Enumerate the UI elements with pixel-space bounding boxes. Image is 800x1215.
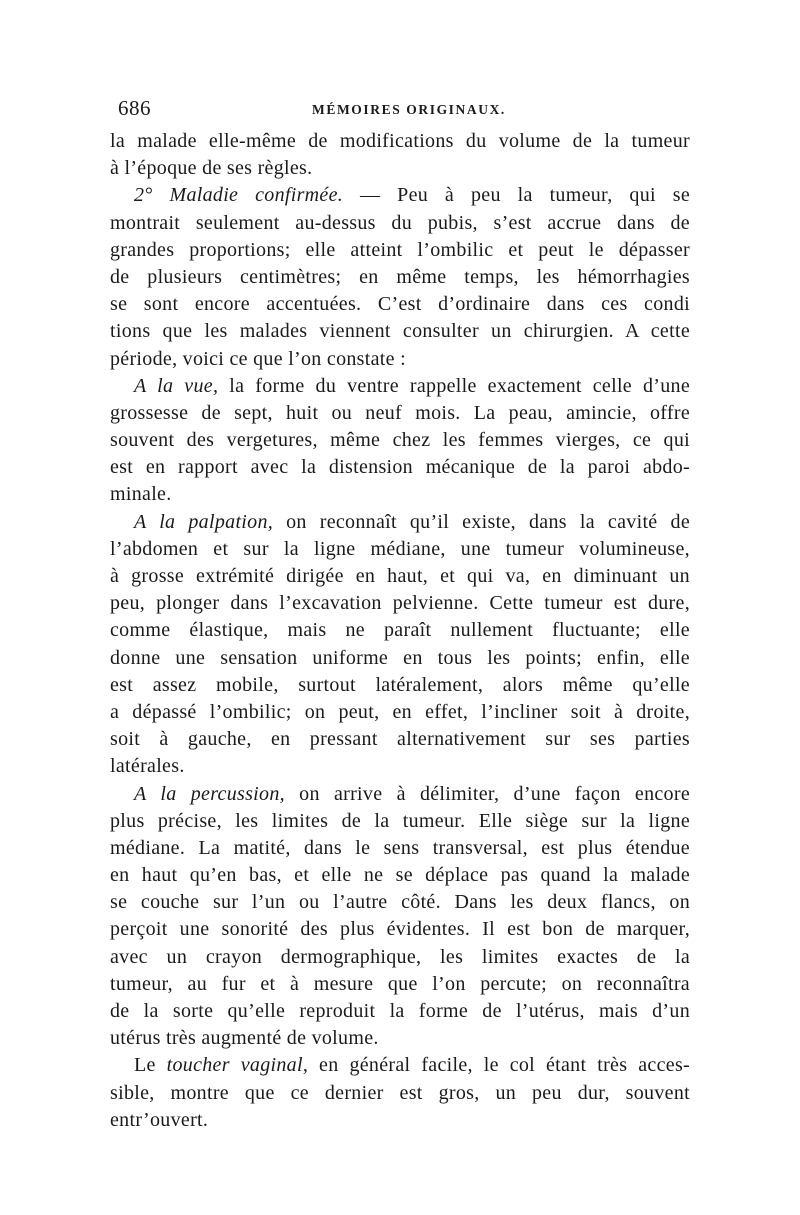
- line-text: soit à gauche, en pressant alternativement sur ses parties: [110, 728, 690, 751]
- running-head: [112, 96, 690, 122]
- text-line: [110, 1080, 690, 1107]
- text-line: [110, 672, 690, 699]
- text-line: [110, 862, 690, 889]
- line-text: la forme du ventre rappelle exactement celle d’une: [218, 374, 690, 397]
- text-line: [110, 509, 690, 536]
- line-text: grandes proportions; elle atteint l’ombilic et peut le dépasser: [110, 238, 690, 261]
- line-text: utérus très augmenté de volume.: [110, 1027, 379, 1050]
- text-line: [110, 753, 690, 780]
- text-line: [110, 998, 690, 1025]
- text-line: [110, 617, 690, 644]
- line-text: avec un crayon dermographique, les limites exactes de la: [110, 945, 690, 968]
- line-text: sible, montre que ce dernier est gros, un peu dur, souvent: [110, 1081, 690, 1104]
- line-text: entr’ouvert.: [110, 1108, 209, 1131]
- line-text: de la sorte qu’elle reproduit la forme de l’utérus, mais d’un: [110, 1000, 690, 1022]
- text-line: [110, 128, 690, 155]
- italic-heading: A la percussion,: [134, 782, 285, 805]
- text-line: [110, 264, 690, 291]
- line-text: perçoit une sonorité des plus évidentes. Il est bon de marquer,: [110, 918, 690, 941]
- line-text: minale.: [110, 483, 172, 506]
- line-text: à grosse extrémité dirigée en haut, et qui va, en diminuant un: [110, 565, 690, 587]
- text-line: [110, 318, 690, 345]
- text-line: [110, 536, 690, 563]
- text-line: [110, 835, 690, 862]
- text-line: [110, 726, 690, 753]
- text-line: [110, 916, 690, 943]
- line-text: latérales.: [110, 755, 185, 778]
- line-text: se couche sur l’un ou l’autre côté. Dans les deux flancs, on: [110, 891, 690, 914]
- italic-heading: A la palpation,: [134, 510, 274, 533]
- line-text: peu, plonger dans l’excavation pelvienne. Cette tumeur est dure,: [110, 592, 690, 615]
- line-text: a dépassé l’ombilic; on peut, en effet, l’incliner soit à droite,: [110, 700, 690, 723]
- text-line: [110, 291, 690, 318]
- text-line: [110, 944, 690, 971]
- text-line: [110, 699, 690, 726]
- text-line: [110, 400, 690, 427]
- text-line: [110, 1052, 690, 1079]
- line-text: souvent des vergetures, même chez les femmes vierges, ce qui: [110, 429, 690, 452]
- italic-heading: 2° Maladie confirmée.: [134, 184, 344, 207]
- line-text: de plusieurs centimètres; en même temps, les hémorrhagies: [110, 265, 690, 288]
- line-prefix: Le: [134, 1054, 167, 1077]
- text-line: [110, 454, 690, 481]
- line-text: comme élastique, mais ne paraît nullement fluctuante; elle: [110, 619, 690, 642]
- text-line: [110, 1107, 690, 1134]
- text-line: [110, 781, 690, 808]
- line-text: la malade elle-même de modifications du volume de la tumeur: [110, 130, 690, 152]
- italic-heading: A la vue,: [134, 374, 219, 397]
- line-text: grossesse de sept, huit ou neuf mois. La peau, amincie, offre: [110, 401, 690, 424]
- line-text: médiane. La matité, dans le sens transversal, est plus étendue: [110, 836, 690, 859]
- text-line: [110, 645, 690, 672]
- line-text: plus précise, les limites de la tumeur. Elle siège sur la ligne: [110, 809, 690, 832]
- line-text: montrait seulement au-dessus du pubis, s’est accrue dans de: [110, 211, 690, 234]
- italic-heading: toucher vaginal,: [166, 1054, 309, 1077]
- line-text: est assez mobile, surtout latéralement, alors même qu’elle: [110, 673, 690, 696]
- text-line: [110, 210, 690, 237]
- text-line: [110, 427, 690, 454]
- text-line: [110, 373, 690, 400]
- text-line: [110, 481, 690, 508]
- line-text: en haut qu’en bas, et elle ne se déplace pas quand la malade: [110, 864, 690, 887]
- page-number: 686: [118, 96, 151, 120]
- text-line: [110, 1025, 690, 1052]
- line-text: tumeur, au fur et à mesure que l’on percute; on reconnaîtra: [110, 972, 690, 995]
- text-line: [110, 590, 690, 617]
- line-text: est en rapport avec la distension mécanique de la paroi abdo-: [110, 456, 690, 479]
- line-text: on reconnaît qu’il existe, dans la cavité de: [273, 510, 690, 533]
- text-line: [110, 237, 690, 264]
- line-text: à l’époque de ses règles.: [110, 157, 313, 180]
- text-line: [110, 808, 690, 835]
- text-line: [110, 182, 690, 209]
- line-text: — Peu à peu la tumeur, qui se: [343, 184, 690, 207]
- line-text: on arrive à délimiter, d’une façon encore: [284, 782, 690, 805]
- line-text: en général facile, le col étant très acces-: [308, 1054, 690, 1077]
- running-head-title: MÉMOIRES ORIGINAUX.: [312, 102, 506, 117]
- text-line: [110, 563, 690, 590]
- line-text: période, voici ce que l’on constate :: [110, 347, 406, 370]
- text-line: [110, 346, 690, 373]
- line-text: donne une sensation uniforme en tous les points; enfin, elle: [110, 646, 690, 669]
- line-text: se sont encore accentuées. C’est d’ordinaire dans ces condi: [110, 293, 690, 316]
- body-text: [110, 128, 690, 1134]
- line-text: l’abdomen et sur la ligne médiane, une tumeur volumineuse,: [110, 537, 690, 560]
- line-text: tions que les malades viennent consulter un chirurgien. A cette: [110, 320, 690, 343]
- text-line: [110, 889, 690, 916]
- text-line: [110, 155, 690, 182]
- text-line: [110, 971, 690, 998]
